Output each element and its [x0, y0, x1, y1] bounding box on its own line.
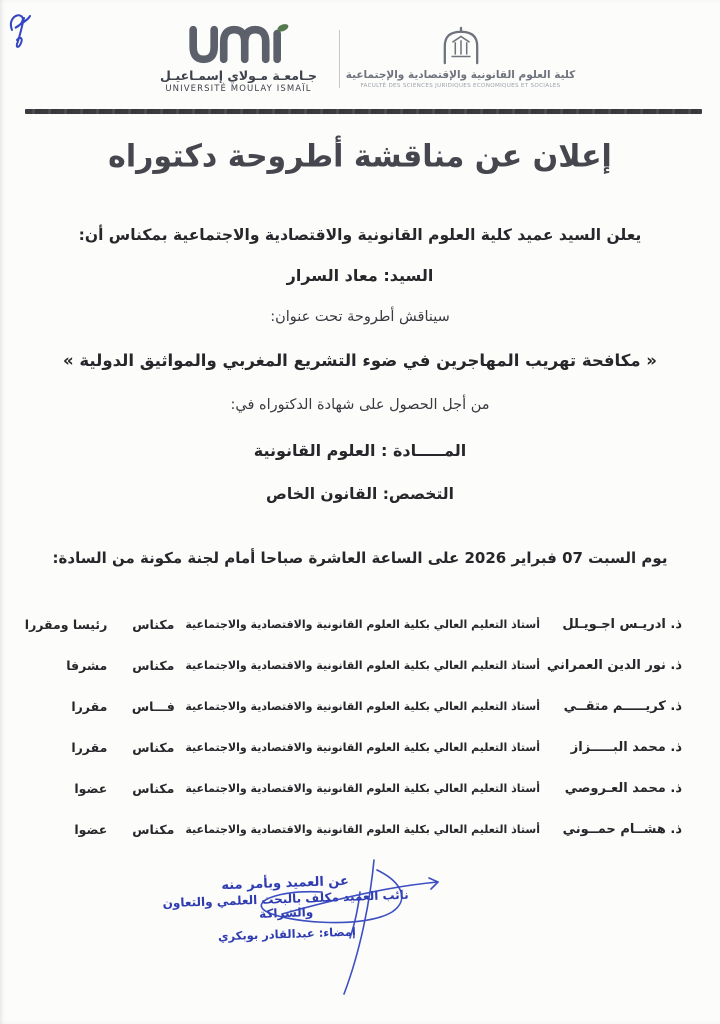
member-name: ذ. نور الدين العمراني: [546, 658, 682, 673]
member-role: عضوا: [74, 822, 108, 837]
member-title: أستاذ التعليم العالي بكلية العلوم القانونية والاقتصادية والاجتماعية: [185, 659, 540, 672]
announce-line: يعلن السيد عميد كلية العلوم القانونية والاقتصادية والاجتماعية بمكناس أن:: [78, 226, 642, 244]
member-title: أستاذ التعليم العالي بكلية العلوم القانونية والاقتصادية والاجتماعية: [185, 700, 540, 713]
university-name-latin: UNIVERSITÉ MOULAY ISMAÏL: [165, 84, 312, 94]
member-role: عضوا: [74, 781, 108, 796]
umi-logo-icon: [183, 24, 295, 66]
page-title: إعلان عن مناقشة أطروحة دكتوراه: [108, 138, 612, 175]
member-role: مشرفا: [66, 658, 108, 673]
faculty-arch-icon: [440, 26, 482, 66]
document-header: [0, 24, 720, 94]
speciality-line: التخصص: القانون الخاص: [266, 485, 454, 503]
table-row: [42, 686, 682, 727]
thesis-title: « مكافحة تهريب المهاجرين في ضوء التشريع المغربي والمواثيق الدولية »: [63, 351, 657, 370]
faculty-logo-block: [345, 24, 576, 89]
member-name: ذ. محمد البـــــزاز: [570, 740, 682, 755]
header-divider: [339, 30, 340, 88]
member-title: أستاذ التعليم العالي بكلية العلوم القانونية والاقتصادية والاجتماعية: [185, 741, 540, 754]
will-defend-line: سيناقش أطروحة تحت عنوان:: [270, 309, 450, 325]
table-row: [42, 809, 682, 850]
university-logo-block: [155, 24, 323, 94]
member-city: مكناس: [132, 740, 175, 755]
purpose-line: من أجل الحصول على شهادة الدكتوراه في:: [230, 397, 490, 413]
table-row: [42, 645, 682, 686]
candidate-name: السيد: معاد السرار: [286, 266, 434, 285]
member-name: ذ. ادريـس اجـويـلل: [562, 617, 682, 632]
member-city: مكناس: [132, 822, 175, 837]
member-role: مقررا: [71, 699, 108, 714]
stamp-line-2: نائب العميد مكلف بالبحث العلمي والتعاون والشراكة: [162, 887, 409, 921]
member-title: أستاذ التعليم العالي بكلية العلوم القانونية والاقتصادية والاجتماعية: [185, 782, 540, 795]
member-city: مكناس: [132, 781, 175, 796]
member-role: مقررا: [71, 740, 108, 755]
stamp-line-3: إمضاء: عبدالقادر بوبكري: [217, 924, 357, 944]
member-role: رئيسا ومقررا: [24, 617, 108, 632]
defense-date-line: يوم السبت 07 فبراير 2026 على الساعة العاشرة صباحا أمام لجنة مكونة من السادة:: [52, 549, 668, 567]
member-title: أستاذ التعليم العالي بكلية العلوم القانونية والاقتصادية والاجتماعية: [185, 823, 540, 836]
member-name: ذ. محمد العـروصي: [564, 781, 682, 796]
table-row: [42, 727, 682, 768]
member-city: فـــاس: [131, 699, 175, 714]
member-title: أستاذ التعليم العالي بكلية العلوم القانونية والاقتصادية والاجتماعية: [185, 618, 540, 631]
member-city: مكناس: [132, 658, 175, 673]
subject-line: المـــــادة : العلوم القانونية: [253, 441, 467, 460]
member-name: ذ. كريـــــم متقــي: [563, 699, 682, 714]
faculty-name-arabic: كلية العلوم القانونية والإقتصادية والإجتماعية: [345, 69, 576, 81]
member-name: ذ. هشــام حمــوني: [562, 822, 682, 837]
header-rule: [25, 109, 702, 114]
stamp-text-block: [149, 871, 423, 945]
university-name-arabic: جـامعـة مـولاي إسمـاعيـل: [160, 68, 317, 83]
table-row: [42, 768, 682, 809]
member-city: مكناس: [132, 617, 175, 632]
committee-table: [24, 604, 682, 850]
table-row: [24, 604, 682, 645]
stamp-line-1: عن العميد وبأمر منه: [221, 873, 350, 894]
faculty-name-latin: FACULTÉ DES SCIENCES JURIDIQUES ECONOMIQUES ET SOCIALES: [360, 83, 561, 89]
